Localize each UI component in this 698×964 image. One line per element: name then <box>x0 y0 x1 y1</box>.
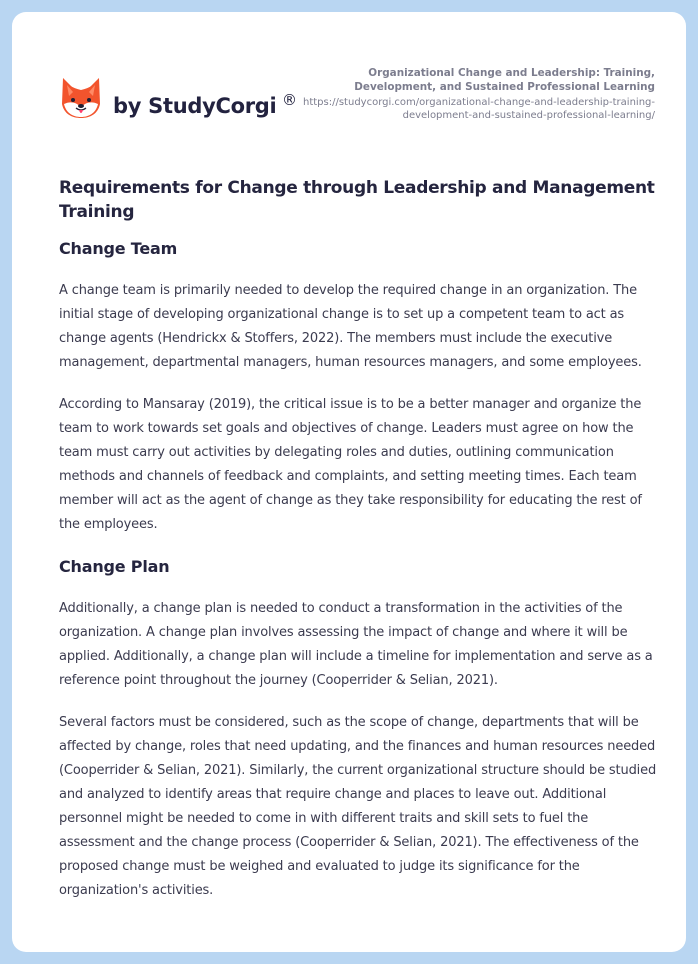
document-header <box>12 12 686 142</box>
article-body <box>59 176 659 903</box>
paragraph: Additionally, a change plan is needed to conduct a transformation in the activities of the organization. A change plan involves assessing the impact of change and where it will be applied. Additionally, a change plan will include a timeline for implementation and serve as a reference point throughout the journey (Cooperrider & Selian, 2021). <box>59 601 653 688</box>
registered-mark: ® <box>282 91 297 109</box>
section-heading-change-team: Change Team <box>59 239 178 258</box>
section-heading-change-plan: Change Plan <box>59 557 170 576</box>
corgi-logo-icon <box>60 74 102 120</box>
brand-name[interactable]: by StudyCorgi <box>113 94 277 118</box>
paragraph: Several factors must be considered, such as the scope of change, departments that will be affected by change, roles that need updating, and the finances and human resources needed (Cooperrider & Selian, 2021). Similarly, the current organizational structure should be studied and analyzed to identify areas that require change and places to leave out. Additional personnel might be needed to come in with different traits and skill sets to fuel the assessment and the change process (Cooperrider & Selian, 2021). The effectiveness of the proposed change must be weighed and evaluated to judge its significance for the organization's activities. <box>59 715 657 898</box>
document-source-url[interactable]: https://studycorgi.com/organizational-change-and-leadership-training-development-and-sustained-professional-learning/ <box>303 97 655 121</box>
paragraph: According to Mansaray (2019), the critical issue is to be a better manager and organize the team to work towards set goals and objectives of change. Leaders must agree on how the team must carry out activities by delegating roles and duties, outlining communication methods and channels of feedback and complaints, and setting meeting times. Each team member will act as the agent of change as they take responsibility for educating the rest of the employees. <box>59 397 642 532</box>
paragraph: A change team is primarily needed to develop the required change in an organization. The initial stage of developing organizational change is to set up a competent team to act as change agents (Hendrickx & Stoffers, 2022). The members must include the executive management, departmental managers, human resources managers, and some employees. <box>59 283 642 370</box>
document-source-title: Organizational Change and Leadership: Training, Development, and Sustained Professional Learning <box>354 67 655 93</box>
document-meta <box>295 66 655 122</box>
document-card <box>12 12 686 952</box>
brand-logo[interactable] <box>60 74 102 120</box>
article-title: Requirements for Change through Leadership and Management Training <box>59 178 655 222</box>
